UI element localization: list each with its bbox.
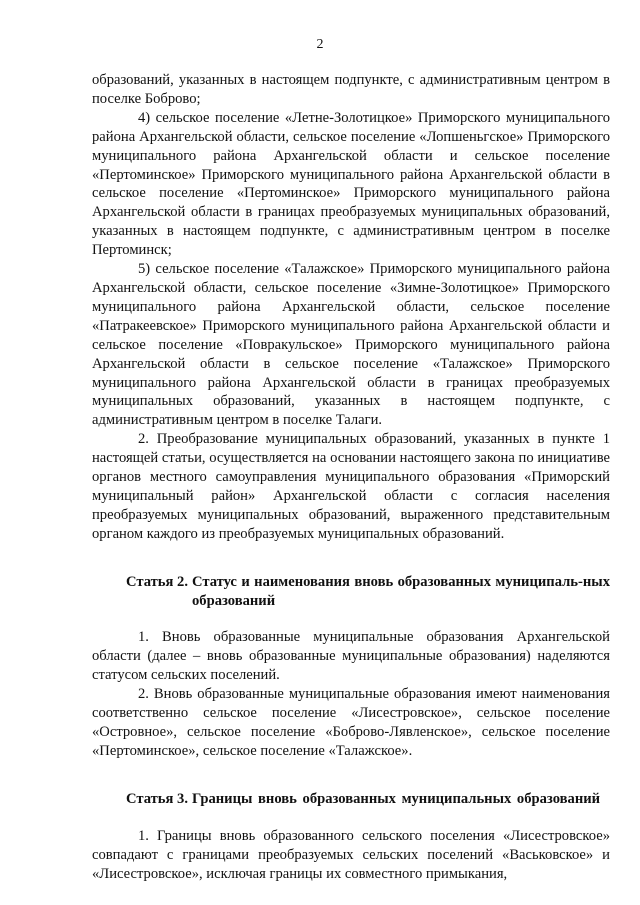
paragraph-item-4: 4) сельское поселение «Летне-Золотицкое» Приморского муниципального района Архангельской области, сельское поселение «Лопшеньгское» Приморского муниципального района Архангельской области и сельское поселение «Пертоминское» Приморского муниципального района Архангельской области в сельское поселение «Пертоминское» Приморского муниципального района Архангельской области в границах преобразуемых муниципальных образований, указанных в настоящем подпункте, с административным центром в поселке Пертоминск; <box>92 109 610 259</box>
article-3-title: Границы вновь образованных муниципальных образований <box>192 790 601 807</box>
article-3-paragraph-1: 1. Границы вновь образованного сельского поселения «Лисестровское» совпадают с границами преобразуемых сельских поселений «Васьковское» и «Лисестровское», исключая границы их совместного примыкания, <box>92 827 610 882</box>
paragraph-continuation: образований, указанных в настоящем подпункте, с административным центром в поселке Боброво; <box>92 72 610 107</box>
paragraph-clause-2: 2. Преобразование муниципальных образований, указанных в пункте 1 настоящей статьи, осуществляется на основании настоящего закона по инициативе органов местного самоуправления муниципального образования «Приморский муниципальный район» Архангельской области с согласия населения преобразуемых муниципальных образований, выраженного представительным органом каждого из преобразуемых муниципальных образований. <box>92 431 610 542</box>
spacer <box>92 544 610 573</box>
article-3-heading <box>92 790 610 809</box>
paragraph-item-5: 5) сельское поселение «Талажское» Приморского муниципального района Архангельской области, сельское поселение «Зимне-Золотицкое» Приморского муниципального района Архангельской области, сельское поселение «Патракеевское» Приморского муниципального района Архангельской области и сельское поселение «Повракульское» Приморского муниципального района Архангельской области в сельское поселение «Талажское» Приморского муниципального района Архангельской области в границах преобразуемых муниципальных образований, указанных в настоящем подпункте, с административным центром в поселке Талаги. <box>92 261 610 429</box>
document-body <box>92 71 610 883</box>
article-2-title: Статус и наименования вновь образованных муниципаль-ных образований <box>192 573 610 609</box>
spacer <box>92 809 610 827</box>
article-2-paragraph-1: 1. Вновь образованные муниципальные образования Архангельской области (далее – вновь образованные муниципальные образования) наделяются статусом сельских поселений. <box>92 629 610 684</box>
spacer <box>92 610 610 628</box>
article-2-number: Статья 2. <box>126 573 188 590</box>
spacer <box>92 761 610 790</box>
article-2-paragraph-2: 2. Вновь образованные муниципальные образования имеют наименования соответственно сельское поселение «Лисестровское», сельское поселение «Островное», сельское поселение «Боброво-Лявленское», сельское поселение «Пертоминское», сельское поселение «Талажское». <box>92 686 610 759</box>
page-number: 2 <box>316 37 324 52</box>
article-3-number: Статья 3. <box>126 790 188 807</box>
article-2-heading <box>92 573 610 611</box>
